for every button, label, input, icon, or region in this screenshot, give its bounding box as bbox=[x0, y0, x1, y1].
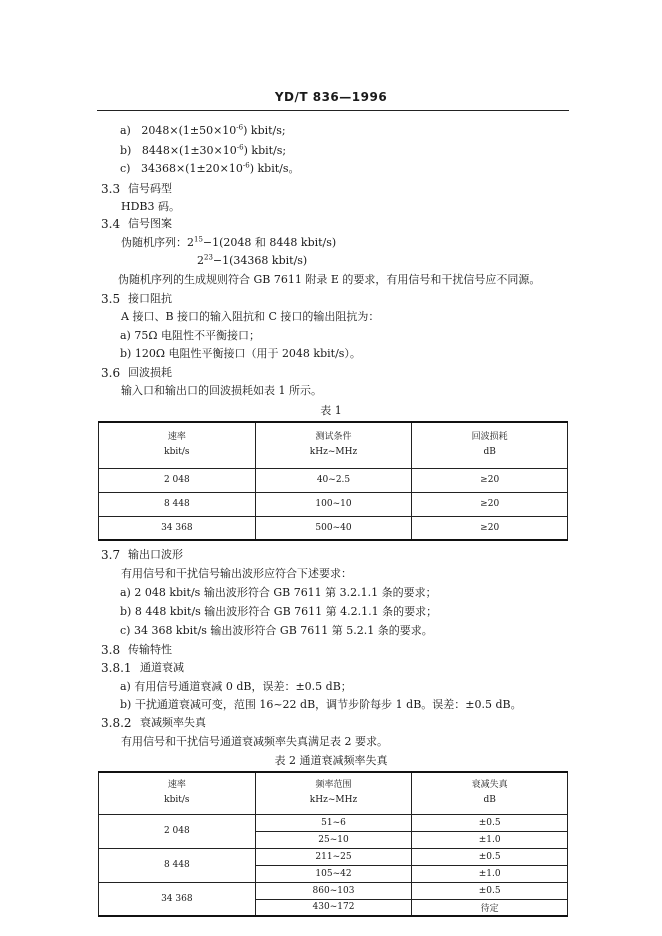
table-cell-rate: 8 448 bbox=[99, 848, 256, 882]
header-label: 回波损耗 bbox=[471, 432, 508, 443]
list-text-post: ) kbit/s; bbox=[243, 144, 287, 157]
header-unit: kbit/s bbox=[164, 795, 190, 806]
table-cell: ±1.0 bbox=[412, 865, 568, 882]
list-item-a: a) 有用信号通道衰减 0 dB，误差：±0.5 dB； bbox=[120, 680, 352, 693]
table-cell: 211~25 bbox=[255, 848, 412, 865]
table2 bbox=[98, 771, 568, 917]
sequence-text: 2 bbox=[197, 254, 204, 267]
section-text: A 接口、B 接口的输入阻抗和 C 接口的输出阻抗为： bbox=[121, 310, 380, 323]
table-row bbox=[99, 492, 568, 516]
table-row bbox=[99, 516, 568, 540]
table2-caption: 表 2 通道衰减频率失真 bbox=[274, 754, 388, 767]
table-header-cell bbox=[255, 422, 412, 468]
table1-caption: 表 1 bbox=[320, 404, 342, 417]
table-cell: 100~10 bbox=[255, 492, 412, 516]
list-text-pre: 8448×(1±30×10 bbox=[141, 144, 237, 157]
sequence-text: −1(34368 kbit/s) bbox=[212, 254, 308, 267]
header-unit: dB bbox=[483, 795, 496, 806]
section-text: 有用信号和干扰信号通道衰减频率失真满足表 2 要求。 bbox=[121, 735, 388, 748]
section-title: 衰减频率失真 bbox=[140, 716, 206, 729]
section-number: 3.3 bbox=[101, 182, 121, 196]
header-unit: dB bbox=[483, 447, 496, 458]
sequence-line-1 bbox=[121, 236, 336, 250]
header-unit: kHz~MHz bbox=[309, 447, 358, 458]
table-row bbox=[99, 468, 568, 492]
table-row bbox=[99, 848, 568, 865]
section-text: 伪随机序列的生成规则符合 GB 7611 附录 E 的要求，有用信号和干扰信号应不同源。 bbox=[118, 273, 541, 286]
section-number: 3.8.1 bbox=[101, 661, 132, 675]
section-title: 信号码型 bbox=[128, 182, 172, 195]
section-title: 传输特性 bbox=[128, 643, 172, 656]
table-cell: 500~40 bbox=[255, 516, 412, 540]
section-number: 3.4 bbox=[101, 217, 121, 231]
header-unit: kHz~MHz bbox=[309, 795, 358, 806]
section-text: 有用信号和干扰信号输出波形应符合下述要求： bbox=[121, 567, 352, 580]
exponent: -6 bbox=[236, 143, 244, 152]
table-header-cell bbox=[99, 772, 256, 814]
table-cell: ±1.0 bbox=[412, 831, 568, 848]
document-code-header: YD/T 836—1996 bbox=[274, 90, 388, 104]
header-label: 测试条件 bbox=[315, 432, 352, 443]
list-item-b: b) 8 448 kbit/s 输出波形符合 GB 7611 第 4.2.1.1 条的要求； bbox=[120, 605, 438, 618]
list-item-b bbox=[120, 144, 286, 158]
table-cell: ≥20 bbox=[412, 468, 568, 492]
list-text-post: ) kbit/s; bbox=[243, 124, 286, 137]
section-number: 3.6 bbox=[101, 366, 121, 380]
table-cell: 51~6 bbox=[255, 814, 412, 831]
list-item-b: b) 120Ω 电阻性平衡接口（用于 2048 kbit/s）。 bbox=[120, 347, 361, 360]
table-header-cell bbox=[412, 772, 568, 814]
list-item-b: b) 干扰通道衰减可变，范围 16~22 dB，调节步阶每步 1 dB。误差：±0.5 dB。 bbox=[120, 698, 522, 711]
list-item-a: a) 75Ω 电阻性不平衡接口； bbox=[120, 329, 260, 342]
exponent: 23 bbox=[204, 253, 213, 262]
list-item-a bbox=[120, 124, 286, 138]
table-cell: 8 448 bbox=[99, 492, 256, 516]
list-item-c bbox=[120, 162, 300, 176]
section-text: 输入口和输出口的回波损耗如表 1 所示。 bbox=[121, 384, 322, 397]
table1 bbox=[98, 421, 568, 541]
sequence-text: 伪随机序列：2 bbox=[121, 236, 194, 249]
header-unit: kbit/s bbox=[164, 447, 190, 458]
header-label: 频率范围 bbox=[315, 780, 352, 791]
header-label: 衰减失真 bbox=[471, 780, 508, 791]
list-label: c) bbox=[120, 162, 131, 175]
list-item-c: c) 34 368 kbit/s 输出波形符合 GB 7611 第 5.2.1 条的要求。 bbox=[120, 624, 433, 637]
section-number: 3.8 bbox=[101, 643, 121, 657]
table-cell: ±0.5 bbox=[412, 882, 568, 899]
list-label: b) bbox=[120, 144, 132, 157]
list-item-a: a) 2 048 kbit/s 输出波形符合 GB 7611 第 3.2.1.1 条的要求； bbox=[120, 586, 437, 599]
table-cell: ±0.5 bbox=[412, 814, 568, 831]
list-text-pre: 34368×(1±20×10 bbox=[140, 162, 243, 175]
table-cell-rate: 2 048 bbox=[99, 814, 256, 848]
table-cell: ±0.5 bbox=[412, 848, 568, 865]
table-cell: 2 048 bbox=[99, 468, 256, 492]
header-label: 速率 bbox=[167, 780, 186, 791]
table-row bbox=[99, 814, 568, 831]
table-cell: 40~2.5 bbox=[255, 468, 412, 492]
section-title: 通道衰减 bbox=[140, 661, 184, 674]
table-cell: 430~172 bbox=[255, 899, 412, 916]
table-cell: 860~103 bbox=[255, 882, 412, 899]
table-cell: 待定 bbox=[412, 899, 568, 916]
section-number: 3.5 bbox=[101, 292, 121, 306]
section-title: 接口阻抗 bbox=[128, 292, 172, 305]
section-text: HDB3 码。 bbox=[121, 200, 180, 213]
list-text-post: ) kbit/s。 bbox=[249, 162, 300, 175]
table-header-cell bbox=[255, 772, 412, 814]
table-row bbox=[99, 882, 568, 899]
section-number: 3.7 bbox=[101, 548, 121, 562]
exponent: -6 bbox=[242, 161, 250, 170]
table-header-cell bbox=[99, 422, 256, 468]
table-cell: ≥20 bbox=[412, 516, 568, 540]
table-cell: ≥20 bbox=[412, 492, 568, 516]
exponent: -6 bbox=[236, 123, 244, 132]
table-cell: 105~42 bbox=[255, 865, 412, 882]
table-cell: 25~10 bbox=[255, 831, 412, 848]
section-title: 回波损耗 bbox=[128, 366, 172, 379]
section-title: 输出口波形 bbox=[128, 548, 183, 561]
exponent: 15 bbox=[194, 235, 203, 244]
table-header-cell bbox=[412, 422, 568, 468]
table-cell-rate: 34 368 bbox=[99, 882, 256, 916]
table-cell: 34 368 bbox=[99, 516, 256, 540]
list-text-pre: 2048×(1±50×10 bbox=[141, 124, 237, 137]
table-header-row bbox=[99, 422, 568, 468]
sequence-text: −1(2048 和 8448 kbit/s) bbox=[202, 236, 337, 249]
header-label: 速率 bbox=[167, 432, 186, 443]
list-label: a) bbox=[120, 124, 131, 137]
section-number: 3.8.2 bbox=[101, 716, 132, 730]
table-header-row bbox=[99, 772, 568, 814]
sequence-line-2 bbox=[197, 254, 307, 268]
header-rule bbox=[97, 110, 569, 111]
section-title: 信号图案 bbox=[128, 217, 172, 230]
